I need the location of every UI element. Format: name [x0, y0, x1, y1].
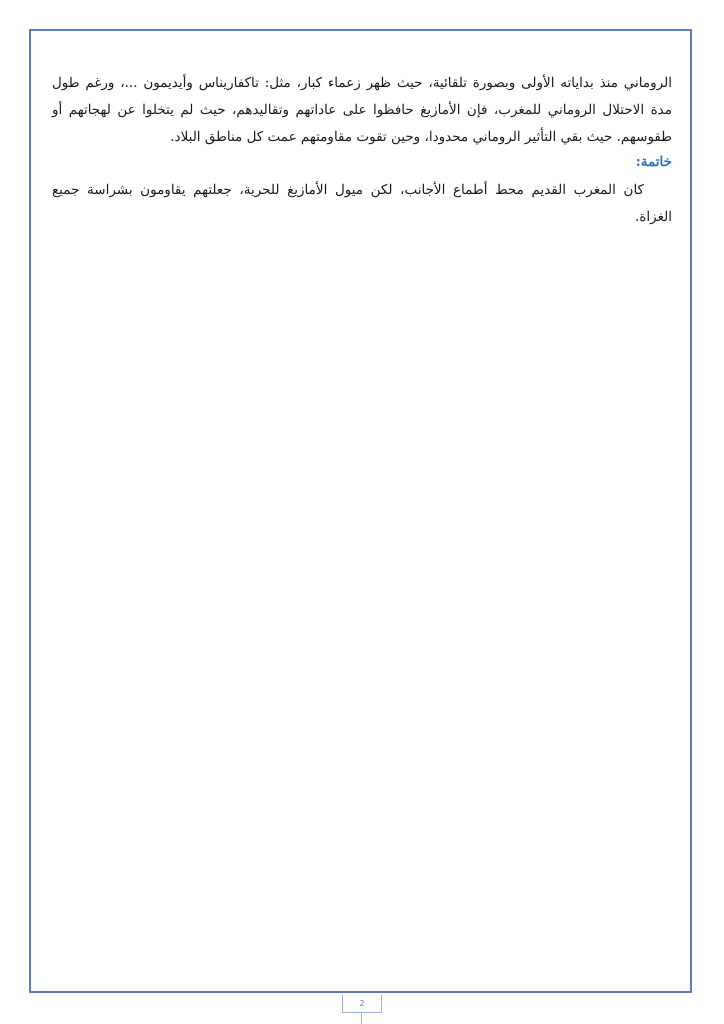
page-number: 2 — [342, 995, 382, 1013]
text-line: الروماني منذ بداياته الأولى وبصورة تلقائية، حيث ظهر زعماء كبار، مثل: تاكفاريناس وأيديمون ...، ورغم طول — [52, 75, 672, 91]
document-body — [52, 70, 672, 231]
text-line: طقوسهم. حيث بقي التأثير الروماني محدودا، وحين تقوت مقاومتهم عمت كل مناطق البلاد. — [170, 129, 672, 145]
conclusion-heading: خاتمة: — [635, 154, 672, 170]
text-line: الغزاة. — [635, 209, 672, 225]
text-line: كان المغرب القديم محط أطماع الأجانب، لكن ميول الأمازيغ للحرية، جعلتهم يقاومون بشراسة جميع — [52, 182, 644, 198]
page-number-connector — [361, 1013, 362, 1024]
paragraph-conclusion — [52, 177, 672, 231]
text-line: مدة الاحتلال الروماني للمغرب، فإن الأمازيغ حافظوا على عاداتهم وتقاليدهم، حيث لم يتخلوا عن لهجاتهم أو — [52, 102, 672, 118]
paragraph-resistance — [52, 70, 672, 151]
